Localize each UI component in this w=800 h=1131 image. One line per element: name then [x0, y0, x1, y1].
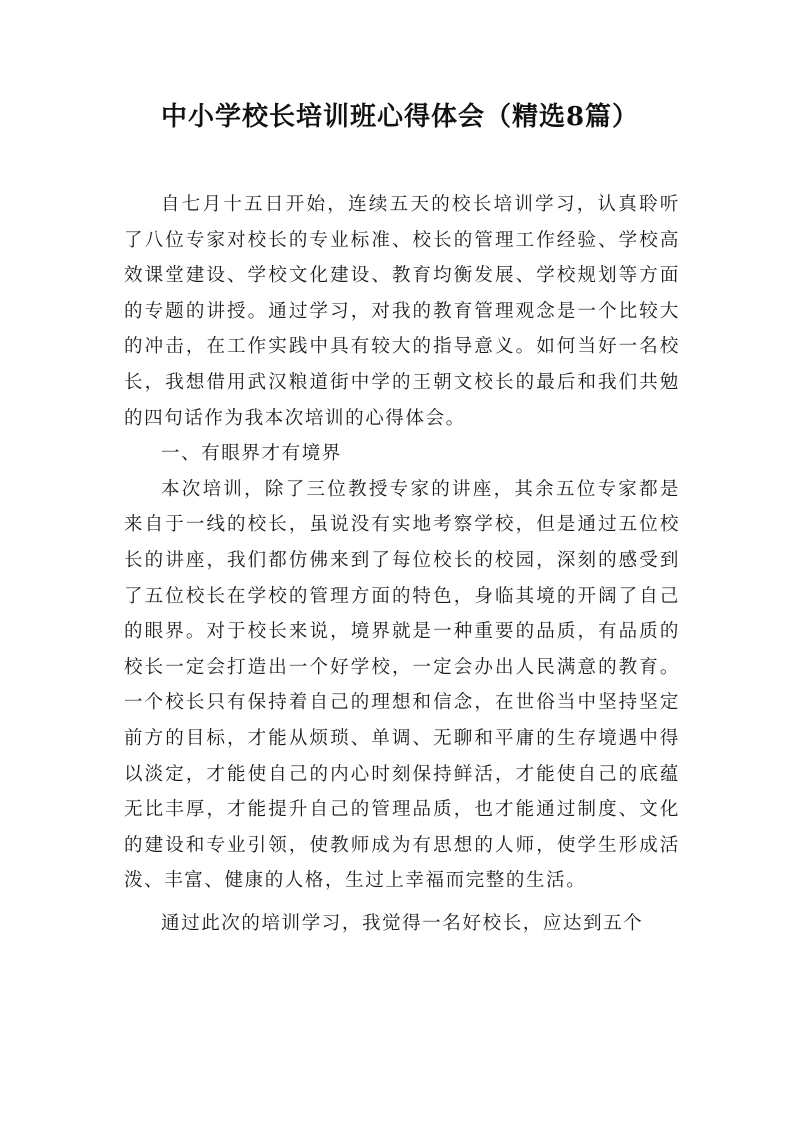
document-title: 中小学校长培训班心得体会（精选8篇） — [160, 102, 640, 132]
paragraph-five-qualities: 通过此次的培训学习，我觉得一名好校长，应达到五个 — [161, 912, 644, 934]
paragraph-section-one: 本次培训，除了三位教授专家的讲座，其余五位专家都是来自于一线的校长，虽说没有实地考察学校，但是通过五位校长的讲座，我们都仿佛来到了每位校长的校园，深刻的感受到了五位校长在学校的管理方面的特色，身临其境的开阔了自己的眼界。对于校长来说，境界就是一种重要的品质，有品质的校长一定会打造出一个好学校，一定会办出人民满意的教育。一个校长只有保持着自己的理想和信念，在世俗当中坚持坚定前方的目标，才能从烦琐、单调、无聊和平庸的生存境遇中得以淡定，才能使自己的内心时刻保持鲜活，才能使自己的底蕴无比丰厚，才能提升自己的管理品质，也才能通过制度、文化的建设和专业引领，使教师成为有思想的人师，使学生形成活泼、丰富、健康的人格，生过上幸福而完整的生活。 — [124, 478, 680, 892]
section-heading: 一、有眼界才有境界 — [161, 443, 342, 465]
paragraph-intro: 自七月十五日开始，连续五天的校长培训学习，认真聆听了八位专家对校长的专业标准、校长的管理工作经验、学校高效课堂建设、学校文化建设、教育均衡发展、学校规划等方面的专题的讲授。通过学习，对我的教育管理观念是一个比较大的冲击，在工作实践中具有较大的指导意义。如何当好一名校长，我想借用武汉粮道街中学的王朝文校长的最后和我们共勉的四句话作为我本次培训的心得体会。 — [124, 194, 680, 429]
document-body — [124, 187, 680, 941]
